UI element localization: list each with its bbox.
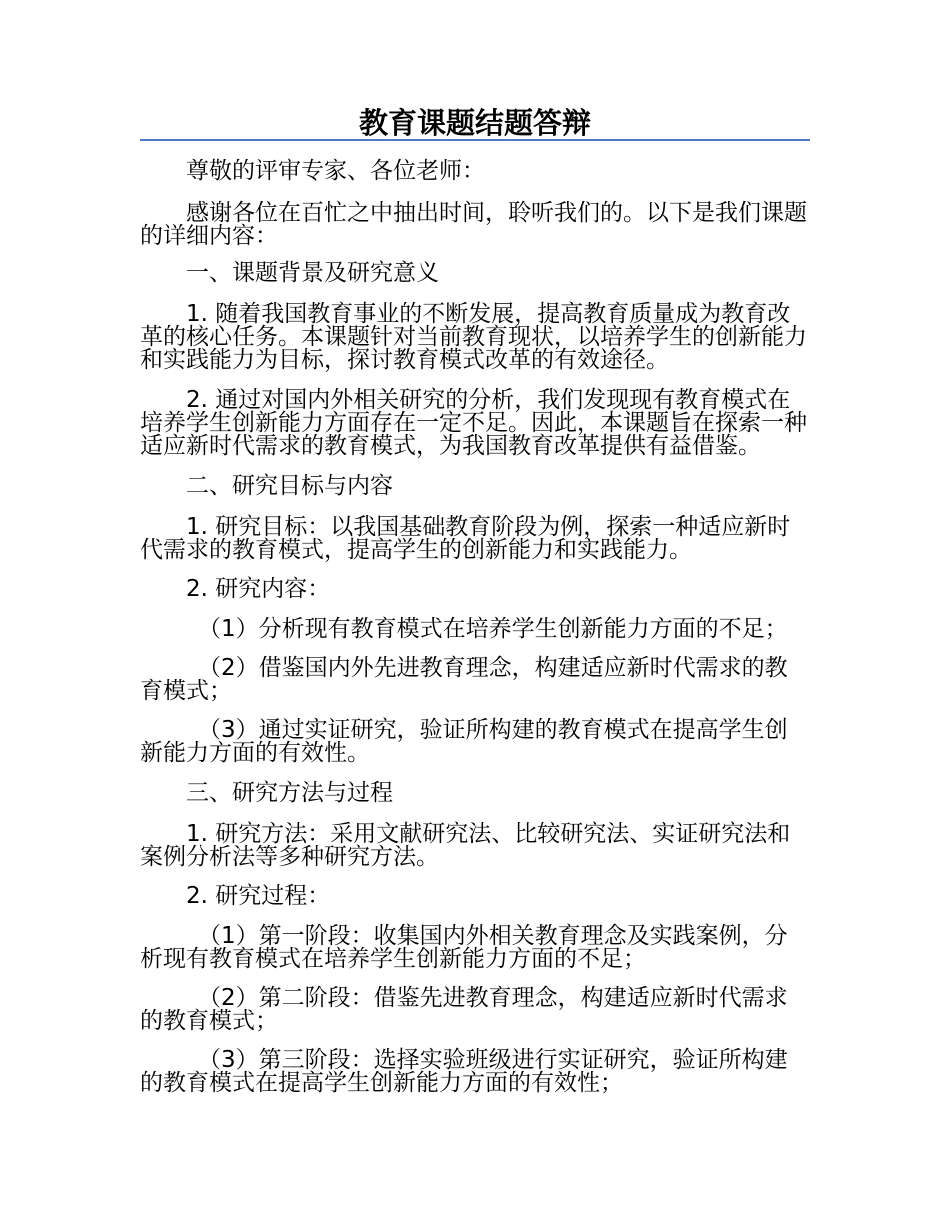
background-point-1: 1. 随着我国教育事业的不断发展，提高教育质量成为教育改革的核心任务。本课题针对当前教育现状，以培养学生的创新能力和实践能力为目标，探讨教育模式改革的有效途径。 [140, 301, 807, 373]
goal-point-1: 1. 研究目标：以我国基础教育阶段为例，探索一种适应新时代需求的教育模式，提高学生的创新能力和实践能力。 [140, 514, 791, 563]
content-item-2: （2）借鉴国内外先进教育理念，构建适应新时代需求的教育模式； [140, 655, 788, 704]
process-stage-3: （3）第三阶段：选择实验班级进行实证研究，验证所构建的教育模式在提高学生创新能力方面的有效性； [140, 1047, 788, 1096]
title-underline [140, 139, 810, 141]
background-point-2: 2. 通过对国内外相关研究的分析，我们发现现有教育模式在培养学生创新能力方面存在一定不足。因此，本课题旨在探索一种适应新时代需求的教育模式，为我国教育改革提供有益借鉴。 [140, 387, 807, 459]
method-point-2: 2. 研究过程： [186, 883, 331, 909]
section-heading-background: 一、课题背景及研究意义 [186, 260, 439, 286]
process-stage-1: （1）第一阶段：收集国内外相关教育理念及实践案例，分析现有教育模式在培养学生创新能力方面的不足； [140, 923, 788, 972]
greeting: 尊敬的评审专家、各位老师： [186, 158, 485, 184]
opening-paragraph: 感谢各位在百忙之中抽出时间，聆听我们的。以下是我们课题的详细内容： [140, 200, 807, 249]
process-stage-2: （2）第二阶段：借鉴先进教育理念，构建适应新时代需求的教育模式； [140, 985, 788, 1034]
method-point-1: 1. 研究方法：采用文献研究法、比较研究法、实证研究法和案例分析法等多种研究方法。 [140, 821, 791, 870]
goal-point-2: 2. 研究内容： [186, 576, 331, 602]
section-heading-goals: 二、研究目标与内容 [186, 473, 393, 499]
content-item-3: （3）通过实证研究，验证所构建的教育模式在提高学生创新能力方面的有效性。 [140, 717, 788, 766]
section-heading-methods: 三、研究方法与过程 [186, 780, 393, 806]
document-title: 教育课题结题答辩 [358, 106, 591, 140]
document-body [140, 156, 810, 1095]
content-item-1: （1）分析现有教育模式在培养学生创新能力方面的不足； [198, 616, 788, 642]
